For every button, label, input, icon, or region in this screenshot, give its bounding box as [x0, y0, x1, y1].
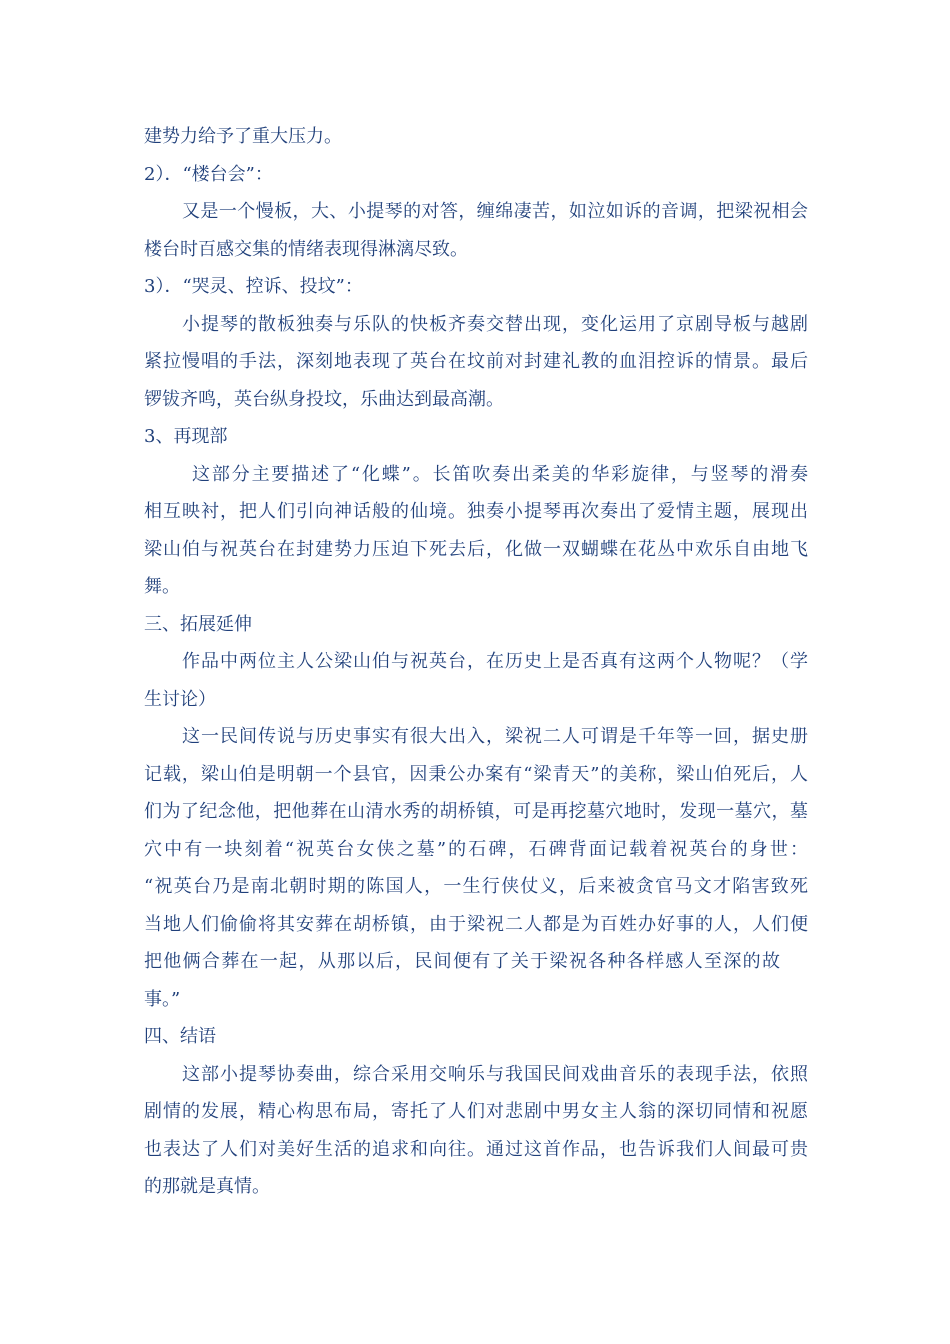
text-line-21: “祝英台乃是南北朝时期的陈国人，一生行侠仗义，后来被贪官马文才陷害致死	[144, 876, 808, 897]
text-line-29: 的那就是真情。	[144, 1176, 270, 1197]
heading-jie-yu: 四、结语	[144, 1026, 216, 1047]
text-line-11: 相互映衬，把人们引向神话般的仙境。独奏小提琴再次奏出了爱情主题，展现出	[144, 501, 808, 522]
text-line-19: 们为了纪念他，把他葬在山清水秀的胡桥镇，可是再挖墓穴地时，发现一墓穴，墓	[144, 801, 808, 822]
text-line-13: 舞。	[144, 576, 180, 597]
text-line-22: 当地人们偷偷将其安葬在胡桥镇，由于梁祝二人都是为百姓办好事的人，人们便	[144, 913, 808, 935]
text-line-12: 梁山伯与祝英台在封建势力压迫下死去后，化做一双蝴蝶在花丛中欢乐自由地飞	[144, 538, 808, 560]
text-line-6: 小提琴的散板独奏与乐队的快板齐奏交替出现，变化运用了京剧导板与越剧	[182, 313, 808, 335]
text-line-24: 事。”	[144, 988, 181, 1010]
heading-ku-ling: 3）．“哭灵、控诉、投坟”：	[144, 276, 363, 297]
heading-zai-xian-bu: 3、再现部	[144, 426, 228, 447]
text-line-8: 锣钹齐鸣，英台纵身投坟，乐曲达到最高潮。	[144, 388, 504, 410]
text-line-1: 建势力给予了重大压力。	[144, 126, 342, 147]
text-line-7: 紧拉慢唱的手法，深刻地表现了英台在坟前对封建礼教的血泪控诉的情景。最后	[144, 351, 808, 372]
document-page	[144, 118, 808, 1206]
heading-tuo-zhan-yan-shen: 三、拓展延伸	[144, 613, 252, 635]
text-line-10: 这部分主要描述了“化蝶”。长笛吹奏出柔美的华彩旋律，与竖琴的滑奏	[192, 463, 808, 485]
text-line-3: 又是一个慢板，大、小提琴的对答，缠绵凄苦，如泣如诉的音调，把梁祝相会	[182, 201, 808, 222]
text-line-16: 生讨论）	[144, 688, 216, 710]
text-line-20: 穴中有一块刻着“祝英台女侠之墓”的石碑，石碑背面记载着祝英台的身世：	[144, 838, 808, 860]
text-line-17: 这一民间传说与历史事实有很大出入，梁祝二人可谓是千年等一回，据史册	[182, 726, 808, 747]
heading-lou-tai-hui: 2）．“楼台会”：	[144, 163, 273, 185]
text-line-4: 楼台时百感交集的情绪表现得淋漓尽致。	[144, 238, 468, 260]
text-line-27: 剧情的发展，精心构思布局，寄托了人们对悲剧中男女主人翁的深切同情和祝愿	[144, 1101, 808, 1122]
text-line-15: 作品中两位主人公梁山伯与祝英台，在历史上是否真有这两个人物呢？（学	[182, 651, 808, 672]
text-line-28: 也表达了人们对美好生活的追求和向往。通过这首作品，也告诉我们人间最可贵	[144, 1138, 808, 1160]
text-line-26: 这部小提琴协奏曲，综合采用交响乐与我国民间戏曲音乐的表现手法，依照	[182, 1063, 808, 1085]
text-line-23: 把他俩合葬在一起，从那以后，民间便有了关于梁祝各种各样感人至深的故	[144, 951, 780, 972]
text-line-18: 记载，梁山伯是明朝一个县官，因秉公办案有“梁青天”的美称，梁山伯死后，人	[144, 763, 808, 785]
